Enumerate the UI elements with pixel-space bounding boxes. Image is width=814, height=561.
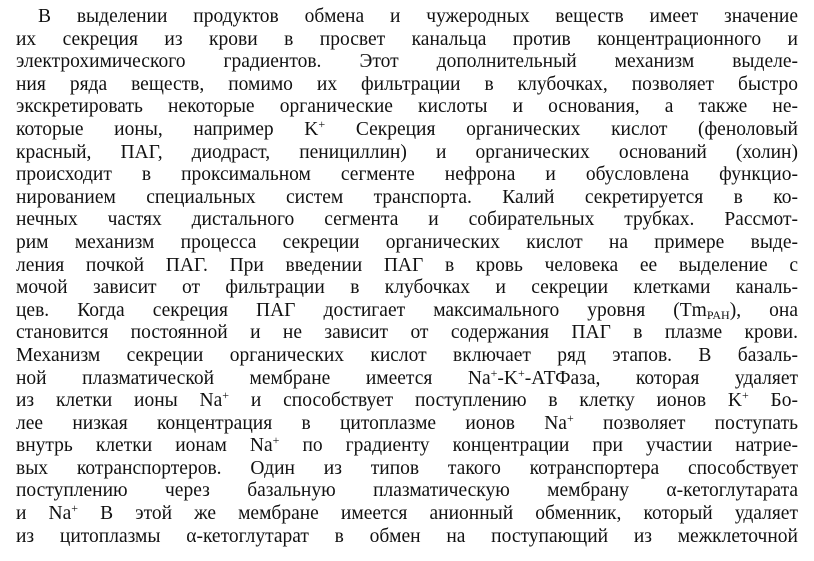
text-line: ной плазматической мембране имеется Na+-K+-АТФаза, которая удаляет xyxy=(16,365,798,389)
text-line: из клетки ионы Na+ и способствует поступлению в клетку ионов K+ Бо- xyxy=(16,388,798,412)
text-line: экскретировать некоторые органические кислоты и основания, а также не- xyxy=(16,96,798,118)
text-line: цев. Когда секреция ПАГ достигает максимального уровня $(Tm_{PAH})$, она xyxy=(16,299,798,322)
text-line: внутрь клетки ионам Na+ по градиенту концентрации при участии натрие- xyxy=(16,433,798,457)
text-line: происходит в проксимальном сегменте нефрона и обусловлена функцио- xyxy=(16,164,798,186)
text-line: нированием специальных систем транспорта. Калий секретируется в ко- xyxy=(16,186,798,208)
text-line: становится постоянной и не зависит от содержания ПАГ в плазме крови. xyxy=(16,322,798,344)
text-line: мочой зависит от фильтрации в клубочках и секреции клетками каналь- xyxy=(16,277,798,299)
text-line: лее низкая концентрация в цитоплазме ионов Na+ позволяет поступать xyxy=(16,410,798,434)
text-line: красный, ПАГ, диодраст, пенициллин) и органических оснований (холин) xyxy=(16,141,798,163)
text-line: ления почкой ПАГ. При введении ПАГ в кровь человека ее выделение с xyxy=(16,254,798,276)
text-line: вых котранспортеров. Один из типов такого котранспортера способствует xyxy=(16,457,798,479)
text-line: Механизм секреции органических кислот включает ряд этапов. В базаль- xyxy=(16,344,798,366)
text-line: которые ионы, например K+ Секреция органических кислот (феноловый xyxy=(16,116,798,140)
text-line: и Na+ В этой же мембране имеется анионный обменник, который удаляет xyxy=(16,501,798,525)
text-line: В выделении продуктов обмена и чужеродных веществ имеет значение xyxy=(38,6,798,27)
text-line: поступлению через базальную плазматическую мембрану α-кетоглутарата xyxy=(16,480,798,502)
document-page xyxy=(16,6,798,548)
text-line: из цитоплазмы α-кетоглутарат в обмен на поступающий из межклеточной xyxy=(16,525,798,547)
text-line: электрохимического градиентов. Этот дополнительный механизм выделе- xyxy=(16,51,798,73)
text-line: ния ряда веществ, помимо их фильтрации в клубочках, позволяет быстро xyxy=(16,73,798,95)
text-line: рим механизм процесса секреции органических кислот на примере выде- xyxy=(16,231,798,253)
text-line: нечных частях дистального сегмента и собирательных трубках. Рассмот- xyxy=(16,209,798,231)
text-line: их секреция из крови в просвет канальца против концентрационного и xyxy=(16,28,798,50)
